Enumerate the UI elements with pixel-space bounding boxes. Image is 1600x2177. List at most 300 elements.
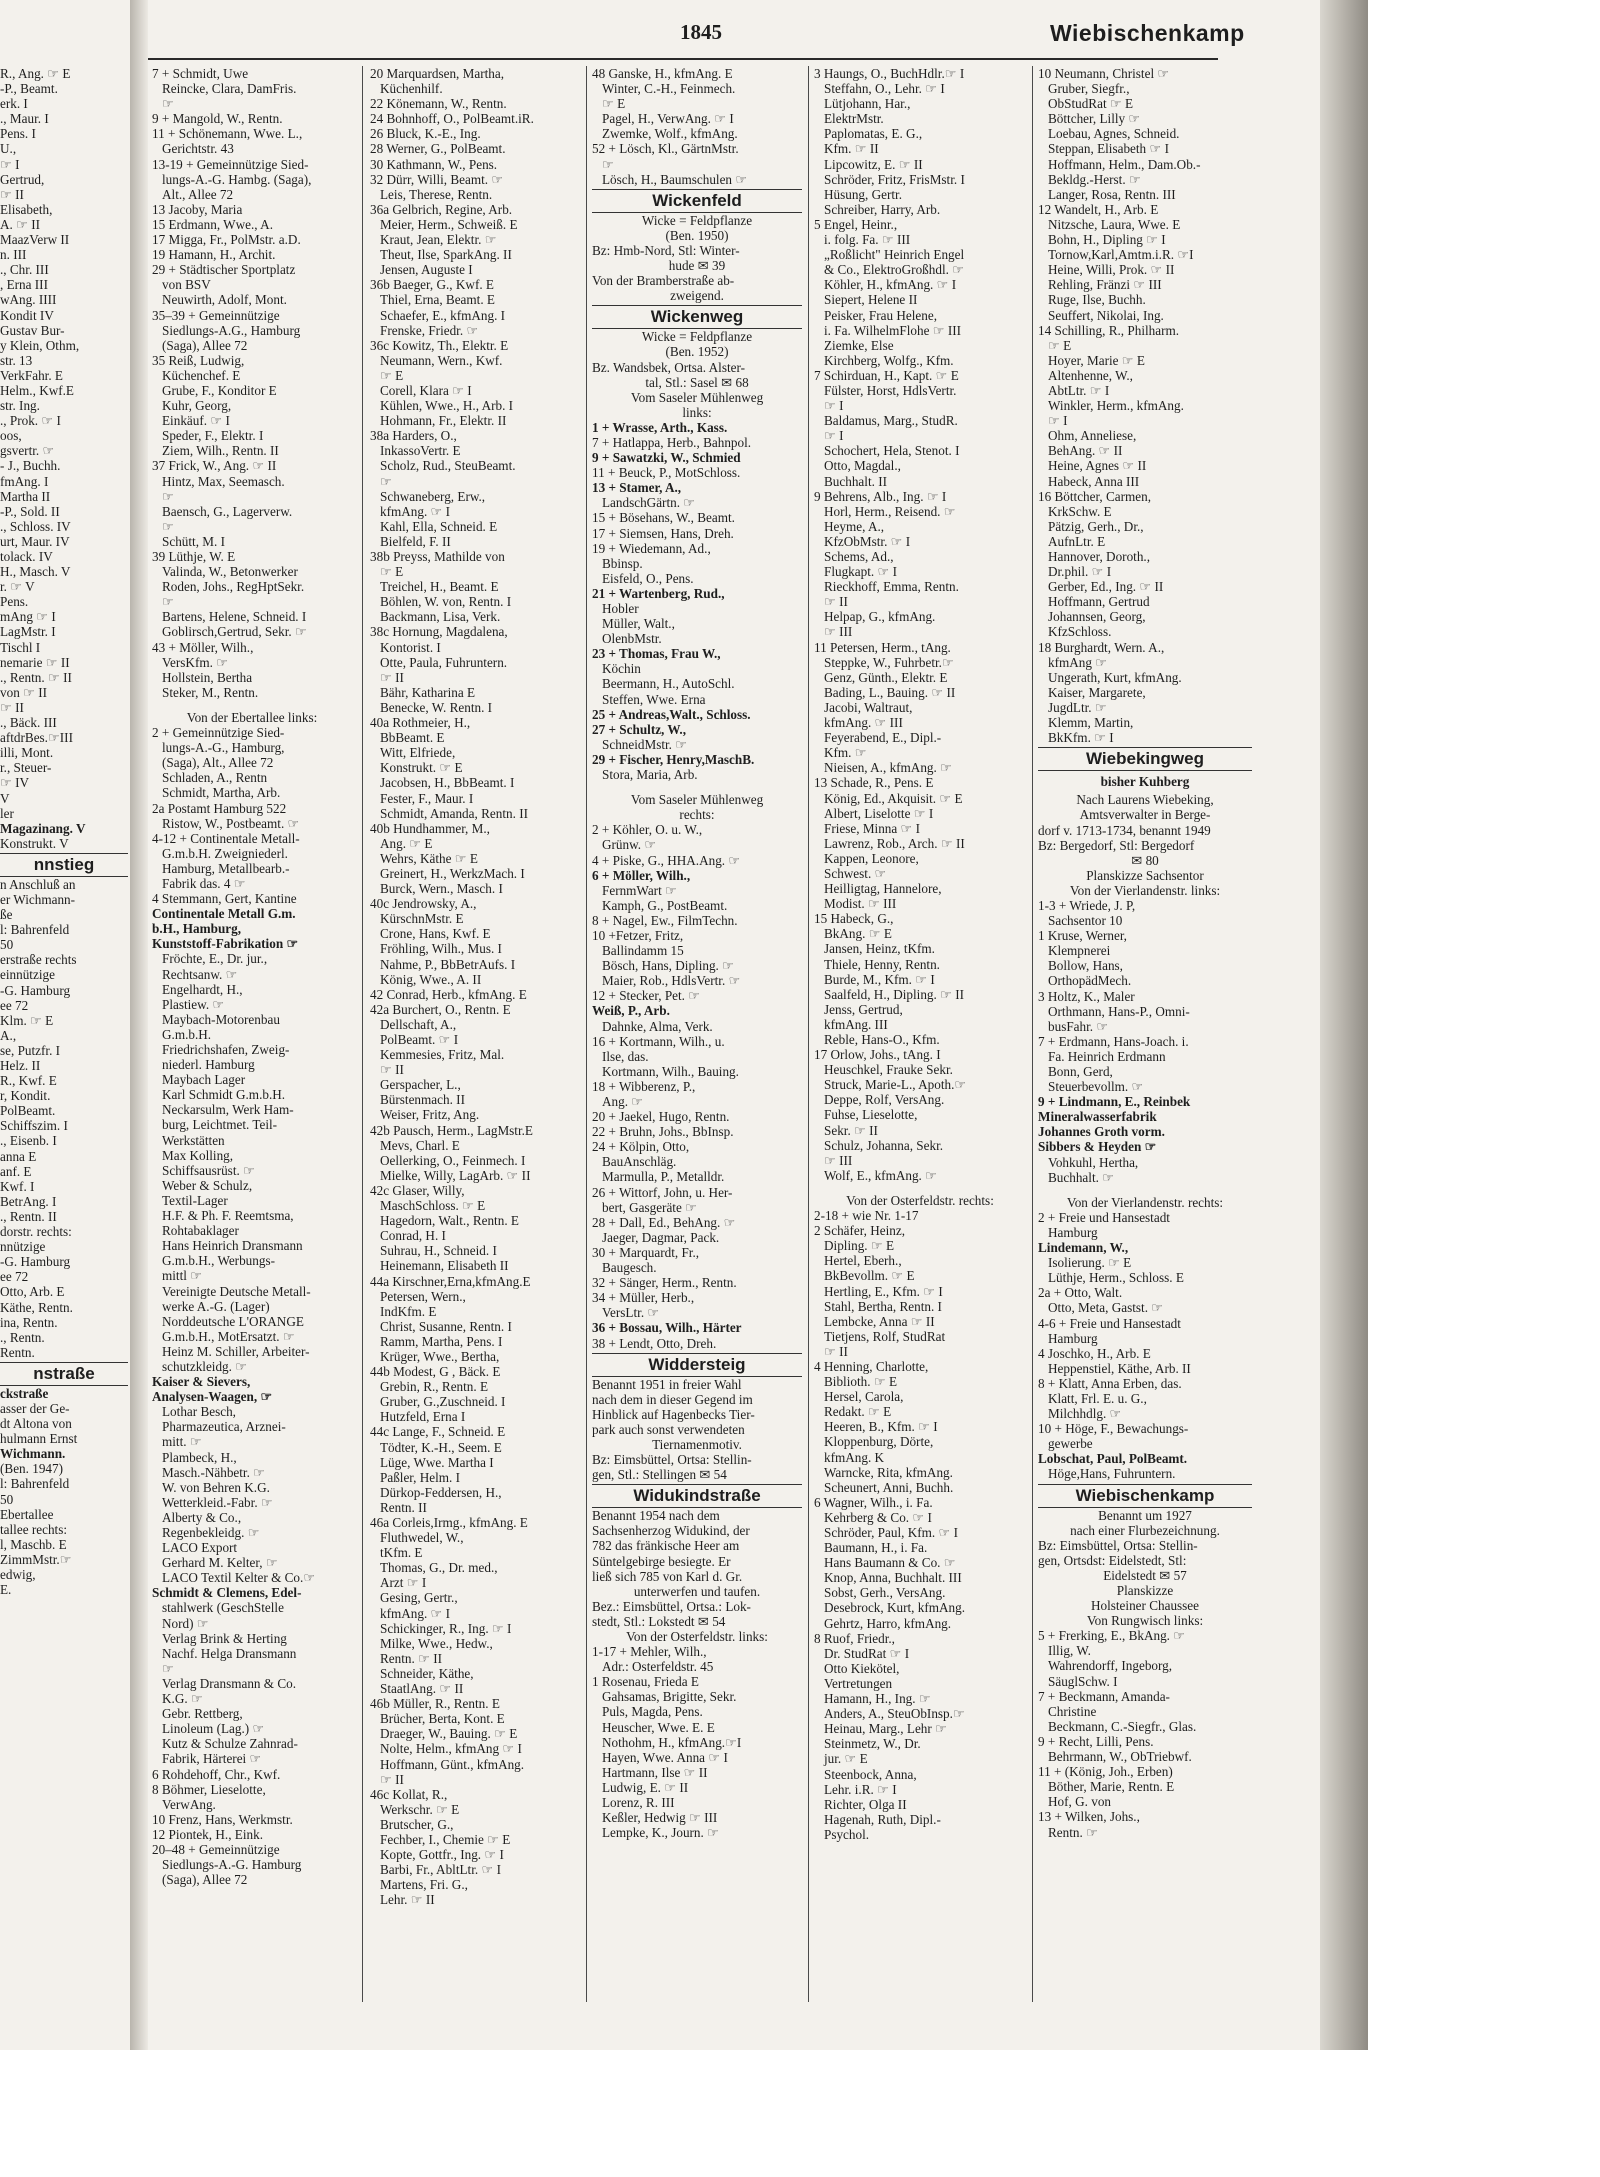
directory-entry: Wahrendorff, Ingeborg, bbox=[1048, 1658, 1173, 1674]
street-heading: Wiebekingweg bbox=[1038, 747, 1252, 771]
directory-entry: dorf v. 1713-1734, benannt 1949 bbox=[1038, 822, 1211, 838]
directory-entry: R., Kwf. E bbox=[0, 1073, 57, 1089]
directory-entry: Pens. bbox=[0, 594, 29, 610]
directory-entry: Steinmetz, W., Dr. bbox=[824, 1736, 921, 1752]
directory-entry: Paplomatas, E. G., bbox=[824, 126, 923, 142]
directory-entry: 17 + Siemsen, Hans, Dreh. bbox=[592, 525, 734, 541]
directory-entry: KürschnMstr. E bbox=[380, 911, 464, 927]
directory-entry: 46c Kollat, R., bbox=[370, 1786, 448, 1802]
directory-entry: Zwemke, Wolf., kfmAng. bbox=[602, 126, 738, 142]
directory-entry: Kappen, Leonore, bbox=[824, 850, 919, 866]
directory-entry: E. bbox=[0, 1582, 12, 1598]
directory-entry: Klempnerei bbox=[1048, 943, 1111, 959]
directory-entry: 13 + Stamer, A., bbox=[592, 480, 682, 496]
directory-entry: 18 + Wibberenz, P., bbox=[592, 1078, 696, 1094]
directory-entry: Rechtsanw. ☞ bbox=[162, 966, 238, 982]
directory-entry bbox=[1038, 1185, 1252, 1195]
directory-entry: 13 Schade, R., Pens. E bbox=[814, 775, 934, 791]
directory-entry: Köchin bbox=[602, 661, 641, 677]
directory-entry: r, Kondit. bbox=[0, 1088, 51, 1104]
directory-entry: 4 Joschko, H., Arb. E bbox=[1038, 1345, 1151, 1361]
directory-entry: 40c Jendrowsky, A., bbox=[370, 896, 477, 912]
directory-entry: ., Maur. I bbox=[0, 111, 49, 127]
directory-entry: 12 Wandelt, H., Arb. E bbox=[1038, 201, 1159, 217]
street-heading: Wickenfeld bbox=[592, 189, 802, 213]
directory-entry: H., Masch. V bbox=[0, 564, 71, 580]
directory-entry: Gerspacher, L., bbox=[380, 1077, 461, 1093]
directory-entry: Tischl I bbox=[0, 639, 41, 655]
directory-entry: Karl Schmidt G.m.b.H. bbox=[162, 1087, 286, 1103]
directory-entry: 20 Marquardsen, Martha, bbox=[370, 66, 505, 81]
directory-entry: Bz: Eimsbüttel, Ortsa: Stellin- bbox=[592, 1452, 752, 1468]
directory-entry: ☞ bbox=[162, 1660, 174, 1676]
street-note: Nach Laurens Wiebeking, bbox=[1076, 792, 1214, 808]
directory-entry: Reincke, Clara, DamFris. bbox=[162, 81, 297, 97]
directory-entry: Dahnke, Alma, Verk. bbox=[602, 1018, 713, 1034]
directory-entry: Wetterkleid.-Fabr. ☞ bbox=[162, 1494, 273, 1510]
directory-entry: Stora, Maria, Arb. bbox=[602, 767, 698, 783]
directory-entry: Steenbock, Anna, bbox=[824, 1766, 917, 1782]
directory-entry: KfzSchloss. bbox=[1048, 624, 1112, 640]
directory-entry: Bartens, Helene, Schneid. I bbox=[162, 609, 307, 625]
directory-entry: ee 72 bbox=[0, 1269, 29, 1285]
directory-entry: Meier, Herm., Schweiß. E bbox=[380, 216, 518, 232]
directory-entry: Isolierung. ☞ E bbox=[1048, 1255, 1132, 1271]
directory-entry: 42a Burchert, O., Rentn. E bbox=[370, 1001, 511, 1017]
directory-entry: Lawrenz, Rob., Arch. ☞ II bbox=[824, 835, 965, 851]
directory-entry: 48 Ganske, H., kfmAng. E bbox=[592, 66, 733, 81]
directory-entry: BkBevollm. ☞ E bbox=[824, 1268, 915, 1284]
directory-entry: Lehr. ☞ II bbox=[380, 1892, 435, 1908]
street-note: Von der Ebertallee links: bbox=[186, 709, 318, 725]
directory-entry: ☞ bbox=[162, 96, 174, 112]
directory-entry: Textil-Lager bbox=[162, 1192, 228, 1208]
column-rule bbox=[586, 66, 587, 2002]
directory-entry: fmAng. I bbox=[0, 473, 49, 489]
directory-entry: 9 Behrens, Alb., Ing. ☞ I bbox=[814, 488, 947, 504]
directory-entry: Heyme, A., bbox=[824, 518, 885, 534]
directory-entry: Kirchberg, Wolfg., Kfm. bbox=[824, 352, 954, 368]
directory-entry: Neuwirth, Adolf, Mont. bbox=[162, 292, 287, 308]
directory-entry: 39 Lüthje, W. E bbox=[152, 549, 236, 564]
directory-entry: 40b Hundhammer, M., bbox=[370, 820, 490, 836]
directory-entry: Heeren, B., Kfm. ☞ I bbox=[824, 1419, 938, 1435]
directory-entry: Verlag Dransmann & Co. bbox=[162, 1675, 297, 1691]
directory-entry: Ziem, Wilh., Rentn. II bbox=[162, 443, 279, 459]
column-neumann bbox=[1038, 66, 1252, 2002]
directory-entry: ZimmMstr.☞ bbox=[0, 1551, 72, 1567]
directory-entry: Böttcher, Lilly ☞ bbox=[1048, 111, 1141, 127]
directory-entry: Pharmazeutica, Arznei- bbox=[162, 1419, 286, 1435]
directory-entry: Hüsung, Gertr. bbox=[824, 186, 903, 202]
directory-entry bbox=[152, 700, 352, 710]
directory-entry: ckstraße bbox=[0, 1385, 49, 1401]
directory-entry: burg, Leichtmet. Teil- bbox=[162, 1117, 278, 1133]
directory-entry: Pens. I bbox=[0, 126, 36, 142]
directory-entry: 28 + Dall, Ed., BehAng. ☞ bbox=[592, 1214, 736, 1230]
directory-entry: Heinemann, Elisabeth II bbox=[380, 1258, 509, 1274]
directory-entry: ina, Rentn. bbox=[0, 1314, 58, 1330]
page-edge bbox=[1320, 0, 1368, 2050]
directory-entry: Nieisen, A., kfmAng. ☞ bbox=[824, 760, 952, 776]
directory-entry: Tietjens, Rolf, StudRat bbox=[824, 1328, 946, 1344]
directory-entry: Otto, Magdal., bbox=[824, 458, 901, 474]
directory-entry: Helpap, G., kfmAng. bbox=[824, 609, 936, 625]
directory-entry: Einkäuf. ☞ I bbox=[162, 413, 230, 429]
directory-entry: Analysen-Waagen, ☞ bbox=[152, 1389, 273, 1405]
directory-entry: b.H., Hamburg, bbox=[152, 921, 242, 937]
directory-entry: Steker, M., Rentn. bbox=[162, 684, 259, 700]
directory-entry: stahlwerk (GeschStelle bbox=[162, 1600, 284, 1616]
directory-entry: Tödter, K.-H., Seem. E bbox=[380, 1439, 502, 1455]
directory-entry: von ☞ II bbox=[0, 684, 47, 700]
directory-entry: 52 + Lösch, Kl., GärtnMstr. bbox=[592, 141, 739, 157]
directory-entry: 40a Rothmeier, H., bbox=[370, 715, 471, 731]
directory-entry: Rentn. bbox=[0, 1344, 35, 1360]
directory-entry: asser der Ge- bbox=[0, 1400, 70, 1416]
directory-entry: Theut, Ilse, SparkAng. II bbox=[380, 247, 512, 263]
directory-entry: Werkschr. ☞ E bbox=[380, 1801, 460, 1817]
directory-entry: 17 Orlow, Johs., tAng. I bbox=[814, 1047, 941, 1063]
directory-entry: Psychol. bbox=[824, 1826, 870, 1842]
directory-entry: Beermann, H., AutoSchl. bbox=[602, 676, 735, 692]
directory-entry: ☞ II bbox=[824, 1343, 848, 1359]
directory-entry: Mielke, Willy, LagArb. ☞ II bbox=[380, 1167, 531, 1183]
directory-entry: ., Chr. III bbox=[0, 262, 49, 278]
directory-entry: ☞ II bbox=[380, 1771, 404, 1787]
directory-entry: 4 Henning, Charlotte, bbox=[814, 1358, 929, 1374]
directory-entry: Sobst, Gerh., VersAng. bbox=[824, 1585, 946, 1601]
street-note: bisher Kuhberg bbox=[1100, 774, 1190, 790]
directory-entry: 5 + Frerking, E., BkAng. ☞ bbox=[1038, 1628, 1186, 1644]
directory-entry: ., Schloss. IV bbox=[0, 518, 71, 534]
directory-entry: Schulz, Johanna, Sekr. bbox=[824, 1137, 944, 1153]
directory-entry: ☞ I bbox=[824, 428, 844, 444]
directory-entry: ☞ bbox=[162, 488, 174, 504]
directory-entry: Greinert, H., WerkzMach. I bbox=[380, 865, 525, 881]
directory-entry: von BSV bbox=[162, 277, 211, 293]
directory-entry: Köhler, H., kfmAng. ☞ I bbox=[824, 277, 957, 293]
directory-entry: Hoyer, Marie ☞ E bbox=[1048, 352, 1145, 368]
directory-entry: gen, Ortsdst: Eidelstedt, Stl: bbox=[1038, 1552, 1187, 1568]
directory-entry: tKfm. E bbox=[380, 1545, 423, 1561]
directory-entry: Backmann, Lisa, Verk. bbox=[380, 609, 501, 625]
directory-entry: Otte, Paula, Fuhruntern. bbox=[380, 654, 508, 670]
directory-entry: ., Rentn. ☞ II bbox=[0, 669, 72, 685]
directory-entry: Bürstenmach. II bbox=[380, 1092, 465, 1108]
directory-entry: n. III bbox=[0, 247, 27, 263]
directory-entry: Bohn, H., Dipling ☞ I bbox=[1048, 232, 1166, 248]
directory-entry: 27 + Schultz, W., bbox=[592, 721, 686, 737]
directory-entry: jur. ☞ E bbox=[824, 1751, 868, 1767]
directory-entry: Heinz M. Schiller, Arbeiter- bbox=[162, 1343, 310, 1359]
directory-entry: 15 + Bösehans, W., Beamt. bbox=[592, 510, 735, 526]
directory-entry: kfmAng. K bbox=[824, 1449, 885, 1465]
directory-entry: 13 + Wilken, Johs., bbox=[1038, 1809, 1140, 1825]
directory-entry: LACO Export bbox=[162, 1540, 238, 1556]
directory-entry: Siedlungs-A.G., Hamburg bbox=[162, 322, 301, 338]
directory-entry: Langer, Rosa, Rentn. III bbox=[1048, 186, 1176, 202]
directory-entry: 25 + Andreas,Walt., Schloss. bbox=[592, 706, 751, 722]
directory-entry: Scheunert, Anni, Buchh. bbox=[824, 1479, 954, 1495]
directory-entry: Grebin, R., Rentn. E bbox=[380, 1379, 489, 1395]
directory-entry: 50 bbox=[0, 1491, 14, 1507]
directory-entry: Küchenhilf. bbox=[380, 81, 443, 97]
directory-entry: LACO Textil Kelter & Co.☞ bbox=[162, 1570, 316, 1586]
directory-entry: Orthmann, Hans-P., Omni- bbox=[1048, 1003, 1190, 1019]
directory-entry: Desebrock, Kurt, kfmAng. bbox=[824, 1600, 965, 1616]
directory-entry: Gertrud, bbox=[0, 171, 45, 187]
directory-entry: Baensch, G., Lagerverw. bbox=[162, 503, 293, 519]
directory-entry: Bz: Hmb-Nord, Stl: Winter- bbox=[592, 242, 740, 258]
directory-entry: 1-17 + Mehler, Wilh., bbox=[592, 1644, 707, 1660]
directory-entry: Nothohm, H., kfmAng.☞I bbox=[602, 1734, 742, 1750]
directory-entry: Masch.-Nähbetr. ☞ bbox=[162, 1464, 266, 1480]
directory-entry: dorstr. rechts: bbox=[0, 1224, 72, 1240]
directory-entry: Hinblick auf Hagenbecks Tier- bbox=[592, 1406, 755, 1422]
directory-entry: 38c Hornung, Magdalena, bbox=[370, 624, 508, 640]
directory-entry: 34 + Müller, Herb., bbox=[592, 1290, 695, 1306]
directory-entry: 8 Ruof, Friedr., bbox=[814, 1630, 895, 1646]
directory-entry: ☞ E bbox=[602, 96, 626, 112]
directory-entry: Paßler, Helm. I bbox=[380, 1469, 461, 1485]
directory-entry: 13 Jacoby, Maria bbox=[152, 201, 243, 217]
directory-entry: str. Ing. bbox=[0, 398, 40, 414]
directory-entry: ., Rentn. bbox=[0, 1329, 45, 1345]
directory-entry: Kahl, Ella, Schneid. E bbox=[380, 518, 498, 534]
directory-entry: Sachsenherzog Widukind, der bbox=[592, 1523, 750, 1539]
directory-entry: Plambeck, H., bbox=[162, 1449, 237, 1465]
directory-entry: l: Bahrenfeld bbox=[0, 1476, 70, 1492]
directory-entry: Maybach-Motorenbau bbox=[162, 1011, 280, 1027]
directory-entry: Alberty & Co., bbox=[162, 1509, 242, 1525]
directory-entry: Schmidt, Martha, Arb. bbox=[162, 785, 281, 801]
directory-entry: Oellerking, O., Feinmech. I bbox=[380, 1152, 526, 1168]
directory-entry: Rentn. II bbox=[380, 1499, 427, 1515]
street-note: Wicke = Feldpflanze bbox=[641, 212, 753, 228]
directory-entry: Klm. ☞ E bbox=[0, 1012, 54, 1028]
directory-entry: Von der Bramberstraße ab- bbox=[592, 273, 735, 289]
directory-entry: Buchhalt. ☞ bbox=[1048, 1169, 1115, 1185]
directory-entry: Kopte, Gottfr., Ing. ☞ I bbox=[380, 1847, 504, 1863]
directory-entry: Schickinger, R., Ing. ☞ I bbox=[380, 1620, 512, 1636]
directory-entry: gsvertr. ☞ bbox=[0, 443, 55, 459]
directory-entry: Hayen, Wwe. Anna ☞ I bbox=[602, 1749, 728, 1765]
directory-entry: G.m.b.H. bbox=[162, 1026, 212, 1042]
directory-entry: Winter, C.-H., Feinmech. bbox=[602, 81, 736, 97]
directory-entry: 782 das fränkische Heer am bbox=[592, 1538, 740, 1554]
directory-entry: 4-12 + Continentale Metall- bbox=[152, 830, 300, 846]
directory-entry: & Co., ElektroGroßhdl. ☞ bbox=[824, 262, 965, 278]
directory-entry: Fülster, Horst, HdlsVertr. bbox=[824, 382, 957, 398]
directory-entry: 37 Frick, W., Ang. ☞ II bbox=[152, 458, 277, 474]
directory-entry: ☞ III bbox=[824, 624, 853, 640]
directory-entry: Böhlen, W. von, Rentn. I bbox=[380, 594, 512, 610]
directory-entry: urt, Maur. IV bbox=[0, 533, 70, 549]
directory-entry: ☞ E bbox=[380, 367, 404, 383]
directory-entry: Bz: Bergedorf, Stl: Bergedorf bbox=[1038, 837, 1195, 853]
directory-entry: Mineralwasserfabrik bbox=[1038, 1109, 1157, 1125]
directory-entry: Bielfeld, F. II bbox=[380, 533, 451, 549]
directory-entry: Biblioth. ☞ E bbox=[824, 1374, 898, 1390]
directory-entry: JugdLtr. ☞ bbox=[1048, 699, 1107, 715]
directory-entry: Bollow, Hans, bbox=[1048, 958, 1123, 974]
street-note: Eidelstedt ✉ 57 bbox=[1103, 1567, 1187, 1583]
directory-entry: Neumann, Wern., Kwf. bbox=[380, 352, 503, 368]
directory-entry: 36b Baeger, G., Kwf. E bbox=[370, 277, 494, 293]
directory-entry: 8 Böhmer, Lieselotte, bbox=[152, 1781, 266, 1797]
directory-entry: dt Altona von bbox=[0, 1416, 72, 1432]
directory-entry: Rehling, Fränzi ☞ III bbox=[1048, 277, 1162, 293]
running-head: Wiebischenkamp bbox=[1050, 20, 1245, 46]
directory-entry: Heilligtag, Hannelore, bbox=[824, 881, 942, 897]
directory-entry: anna E bbox=[0, 1148, 37, 1164]
directory-entry: Hutzfeld, Erna I bbox=[380, 1409, 466, 1425]
directory-entry: Steffahn, O., Lehr. ☞ I bbox=[824, 81, 945, 97]
directory-entry: 30 + Marquardt, Fr., bbox=[592, 1244, 700, 1260]
directory-entry: Warncke, Rita, kfmAng. bbox=[824, 1464, 953, 1480]
directory-entry: gewerbe bbox=[1048, 1436, 1093, 1452]
directory-entry: Friese, Minna ☞ I bbox=[824, 820, 921, 836]
directory-entry: 44a Kirschner,Erna,kfmAng.E bbox=[370, 1273, 531, 1289]
directory-entry: 22 Könemann, W., Rentn. bbox=[370, 96, 507, 112]
directory-entry: Ohm, Anneliese, bbox=[1048, 428, 1137, 444]
directory-entry: ließ sich 785 von Karl d. Gr. bbox=[592, 1568, 743, 1584]
directory-entry: 15 Habeck, G., bbox=[814, 911, 894, 927]
directory-entry: Plastiew. ☞ bbox=[162, 996, 225, 1012]
directory-entry: Jansen, Heinz, tKfm. bbox=[824, 941, 935, 957]
directory-entry: OlenbMstr. bbox=[602, 631, 662, 647]
directory-entry: 9 + Mangold, W., Rentn. bbox=[152, 111, 283, 127]
directory-entry: Siedlungs-A.-G. Hamburg bbox=[162, 1857, 302, 1873]
directory-entry: Benecke, W. Rentn. I bbox=[380, 699, 493, 715]
directory-entry: Lösch, H., Baumschulen ☞ bbox=[602, 171, 748, 187]
directory-entry: Scholz, Rud., SteuBeamt. bbox=[380, 458, 516, 474]
directory-entry: R., Ang. ☞ E bbox=[0, 66, 71, 81]
directory-entry: Baumann, H., i. Fa. bbox=[824, 1540, 928, 1556]
directory-entry: Max Kolling, bbox=[162, 1147, 234, 1163]
directory-entry: ee 72 bbox=[0, 997, 29, 1013]
directory-entry: 50 bbox=[0, 937, 14, 953]
directory-entry: 18 Burghardt, Wern. A., bbox=[1038, 639, 1165, 655]
directory-entry: Nolte, Helm., kfmAng ☞ I bbox=[380, 1741, 522, 1757]
directory-entry: IndKfm. E bbox=[380, 1303, 437, 1319]
directory-entry: Marmulla, P., Metalldr. bbox=[602, 1169, 725, 1185]
directory-entry: 44c Lange, F., Schneid. E bbox=[370, 1424, 506, 1440]
directory-entry: 3 Haungs, O., BuchHdlr.☞ I bbox=[814, 66, 965, 81]
directory-entry: Regenbekleidg. ☞ bbox=[162, 1525, 260, 1540]
directory-entry: Gerhard M. Kelter, ☞ bbox=[162, 1555, 278, 1571]
directory-entry: PolBeamt. ☞ I bbox=[380, 1032, 459, 1047]
directory-entry: Jaeger, Dagmar, Pack. bbox=[602, 1229, 720, 1245]
directory-entry: mAng ☞ I bbox=[0, 609, 56, 625]
directory-entry: Fechber, I., Chemie ☞ E bbox=[380, 1831, 511, 1847]
directory-entry: Hamann, H., Ing. ☞ bbox=[824, 1691, 931, 1707]
directory-entry: Benannt 1951 in freier Wahl bbox=[592, 1376, 742, 1392]
directory-entry: Schmidt & Clemens, Edel- bbox=[152, 1585, 302, 1601]
directory-entry: VerwAng. bbox=[162, 1796, 216, 1812]
directory-entry: 10 +Fetzer, Fritz, bbox=[592, 927, 684, 943]
directory-entry: 12 Piontek, H., Eink. bbox=[152, 1826, 263, 1842]
street-heading: Wickenweg bbox=[592, 305, 802, 329]
directory-entry: i. folg. Fa. ☞ III bbox=[824, 232, 911, 248]
directory-entry: Behrmann, W., ObTriebwf. bbox=[1048, 1749, 1192, 1765]
directory-entry: Roden, Johs., RegHptSekr. bbox=[162, 579, 305, 595]
directory-entry: -G. Hamburg bbox=[0, 982, 71, 998]
directory-entry: lungs-A.-G. Hambg. (Saga), bbox=[162, 171, 312, 187]
directory-entry: Kraut, Jean, Elektr. ☞ bbox=[380, 232, 497, 248]
directory-entry: se, Putzfr. I bbox=[0, 1042, 61, 1058]
street-note: Amtsverwalter in Berge- bbox=[1079, 807, 1211, 823]
directory-entry: ., Bäck. III bbox=[0, 715, 57, 731]
directory-entry: Treichel, H., Beamt. E bbox=[380, 579, 499, 595]
directory-entry: 19 + Wiedemann, Ad., bbox=[592, 540, 711, 556]
directory-entry: 11 Petersen, Herm., tAng. bbox=[814, 639, 951, 655]
street-note: Planskizze Sachsentor bbox=[1086, 867, 1204, 883]
directory-entry: Hamburg bbox=[1048, 1330, 1098, 1346]
directory-entry: Lipcowitz, E. ☞ II bbox=[824, 156, 923, 172]
directory-entry: A., bbox=[0, 1027, 17, 1043]
directory-entry: lungs-A.-G., Hamburg, bbox=[162, 740, 285, 756]
directory-entry: Süntelgebirge besiegte. Er bbox=[592, 1553, 731, 1569]
directory-entry: 38a Harders, O., bbox=[370, 428, 457, 444]
directory-entry: BauAnschläg. bbox=[602, 1154, 677, 1170]
directory-entry: Ramm, Martha, Pens. I bbox=[380, 1333, 503, 1349]
directory-entry: ., Rentn. II bbox=[0, 1208, 57, 1224]
directory-entry: Müller, Walt., bbox=[602, 616, 675, 632]
directory-entry: König, Ed., Akquisit. ☞ E bbox=[824, 790, 963, 806]
directory-entry: KrkSchw. E bbox=[1048, 503, 1112, 519]
directory-entry: Hohmann, Fr., Elektr. II bbox=[380, 413, 507, 429]
directory-entry: Schütt, M. I bbox=[162, 533, 226, 549]
directory-entry: Burck, Wern., Masch. I bbox=[380, 881, 503, 897]
directory-entry: 10 Frenz, Hans, Werkmstr. bbox=[152, 1811, 293, 1827]
directory-entry: 38 + Lendt, Otto, Dreh. bbox=[592, 1335, 717, 1351]
street-note: (Ben. 1952) bbox=[665, 344, 729, 360]
directory-entry: ObStudRat ☞ E bbox=[1048, 96, 1134, 112]
directory-entry: U., bbox=[0, 141, 17, 157]
street-note: nach einer Flurbezeichnung. bbox=[1070, 1522, 1220, 1538]
directory-entry: Thiele, Henny, Rentn. bbox=[824, 956, 940, 972]
directory-entry: Lehr. i.R. ☞ I bbox=[824, 1781, 897, 1797]
street-heading: Wiebischenkamp bbox=[1038, 1484, 1252, 1508]
directory-entry: A. ☞ II bbox=[0, 216, 41, 232]
directory-entry: Fröhling, Wilh., Mus. I bbox=[380, 941, 502, 957]
directory-entry: 26 + Wittorf, John, u. Her- bbox=[592, 1184, 733, 1200]
directory-entry: Lobschat, Paul, PolBeamt. bbox=[1038, 1451, 1188, 1467]
directory-entry: Schems, Ad., bbox=[824, 549, 894, 564]
directory-entry: 2 + Gemeinnützige Sied- bbox=[152, 725, 285, 741]
directory-entry: Wehrs, Käthe ☞ E bbox=[380, 850, 478, 866]
directory-entry: Baldamus, Marg., StudR. bbox=[824, 413, 958, 429]
column-fragment bbox=[0, 66, 128, 2002]
directory-entry: Klemm, Martin, bbox=[1048, 715, 1134, 731]
directory-entry: MaschSchloss. ☞ E bbox=[380, 1198, 486, 1214]
directory-entry: LagMstr. I bbox=[0, 624, 56, 640]
directory-entry: Kuhr, Georg, bbox=[162, 398, 232, 414]
directory-entry: kfmAng. ☞ III bbox=[824, 715, 903, 731]
directory-entry: Bbinsp. bbox=[602, 555, 643, 571]
directory-entry: Sekr. ☞ II bbox=[824, 1122, 878, 1138]
directory-entry: Hagedorn, Walt., Rentn. E bbox=[380, 1213, 519, 1229]
directory-entry: Milke, Wwe., Hedw., bbox=[380, 1635, 493, 1651]
directory-entry: 35–39 + Gemeinnützige bbox=[152, 307, 280, 323]
directory-entry: Bz. Wandsbek, Ortsa. Alster- bbox=[592, 359, 745, 375]
directory-entry: Schneider, Käthe, bbox=[380, 1665, 474, 1681]
directory-entry: Redakt. ☞ E bbox=[824, 1404, 892, 1420]
directory-entry: nnützige bbox=[0, 1239, 46, 1255]
directory-entry: 11 + Schönemann, Wwe. L., bbox=[152, 126, 303, 142]
